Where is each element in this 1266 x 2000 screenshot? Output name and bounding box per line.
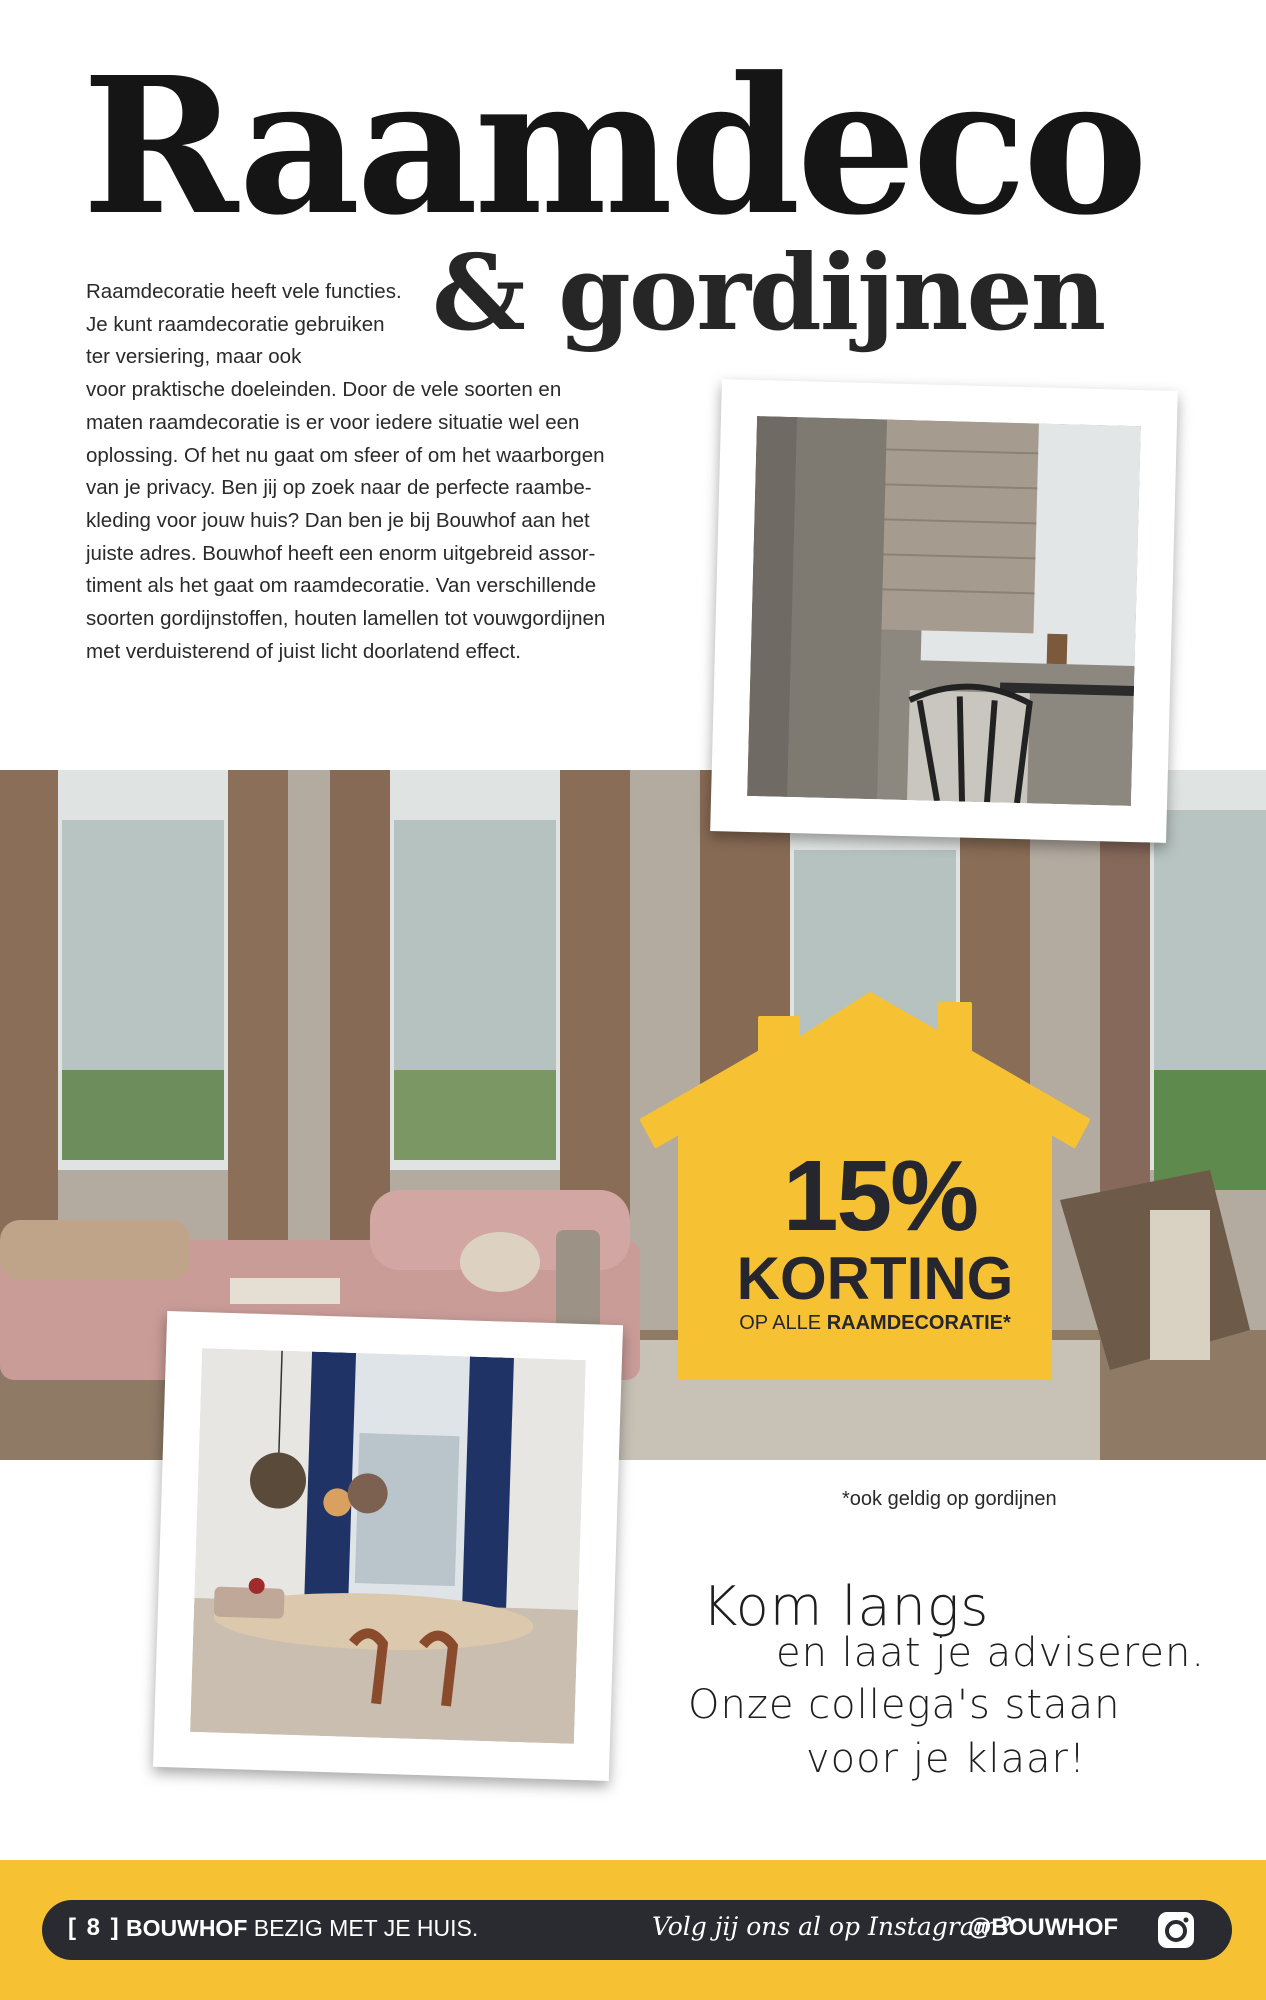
handwritten-line-1: Kom langs [702, 1575, 990, 1638]
footnote: *ook geldig op gordijnen [842, 1488, 1057, 1510]
intro-line: Je kunt raamdecoratie gebruiken [86, 312, 385, 336]
intro-line: soorten gordijnstoffen, houten lamellen tot vouwgordijnen [86, 607, 606, 631]
footer-brand [126, 1915, 478, 1942]
discount-scope-bold: RAAMDECORATIE* [826, 1312, 1011, 1334]
brand-tagline: BEZIG MET JE HUIS. [247, 1915, 479, 1941]
discount-badge [640, 978, 1100, 1398]
intro-text [86, 276, 686, 668]
photo-polaroid-dining [153, 1311, 623, 1781]
footer-bar [42, 1900, 1232, 1960]
discount-scope [680, 1312, 1070, 1335]
intro-line: maten raamdecoratie is er voor iedere situatie wel een [86, 410, 580, 434]
intro-line: kleding voor jouw huis? Dan ben je bij Bouwhof aan het [86, 508, 590, 532]
intro-line: van je privacy. Ben jij op zoek naar de perfecte raambe- [86, 476, 592, 500]
page-number: [ 8 ] [68, 1914, 121, 1941]
intro-line: juiste adres. Bouwhof heeft een enorm uitgebreid assor- [86, 541, 596, 565]
page-subtitle: & gordijnen [432, 231, 1105, 354]
instagram-handle[interactable]: @BOUWHOF [968, 1914, 1119, 1941]
intro-line: ter versiering, maar ook [86, 345, 302, 369]
intro-line: oplossing. Of het nu gaat om sfeer of om het waarborgen [86, 443, 605, 467]
discount-percent: 15% [782, 1140, 978, 1252]
page-title: Raamdeco [82, 36, 1145, 257]
instagram-icon[interactable] [1156, 1910, 1196, 1950]
instagram-question: Volg jij ons al op Instagram? [652, 1912, 1012, 1941]
handwritten-line-3: Onze collega's staan [688, 1682, 1121, 1728]
discount-scope-prefix: OP ALLE [739, 1312, 827, 1334]
handwritten-line-2: en laat je adviseren. [776, 1630, 1206, 1676]
discount-label: KORTING [736, 1245, 1014, 1312]
intro-line: Raamdecoratie heeft vele functies. [86, 280, 402, 303]
photo-polaroid-blinds [710, 379, 1178, 843]
intro-line: timent als het gaat om raamdecoratie. Van verschillende [86, 574, 597, 598]
handwritten-line-4: voor je klaar! [806, 1736, 1086, 1782]
brand-name: BOUWHOF [126, 1915, 248, 1941]
intro-line: voor praktische doeleinden. Door de vele soorten en [86, 378, 562, 402]
intro-line: met verduisterend of juist licht doorlatend effect. [86, 639, 521, 663]
